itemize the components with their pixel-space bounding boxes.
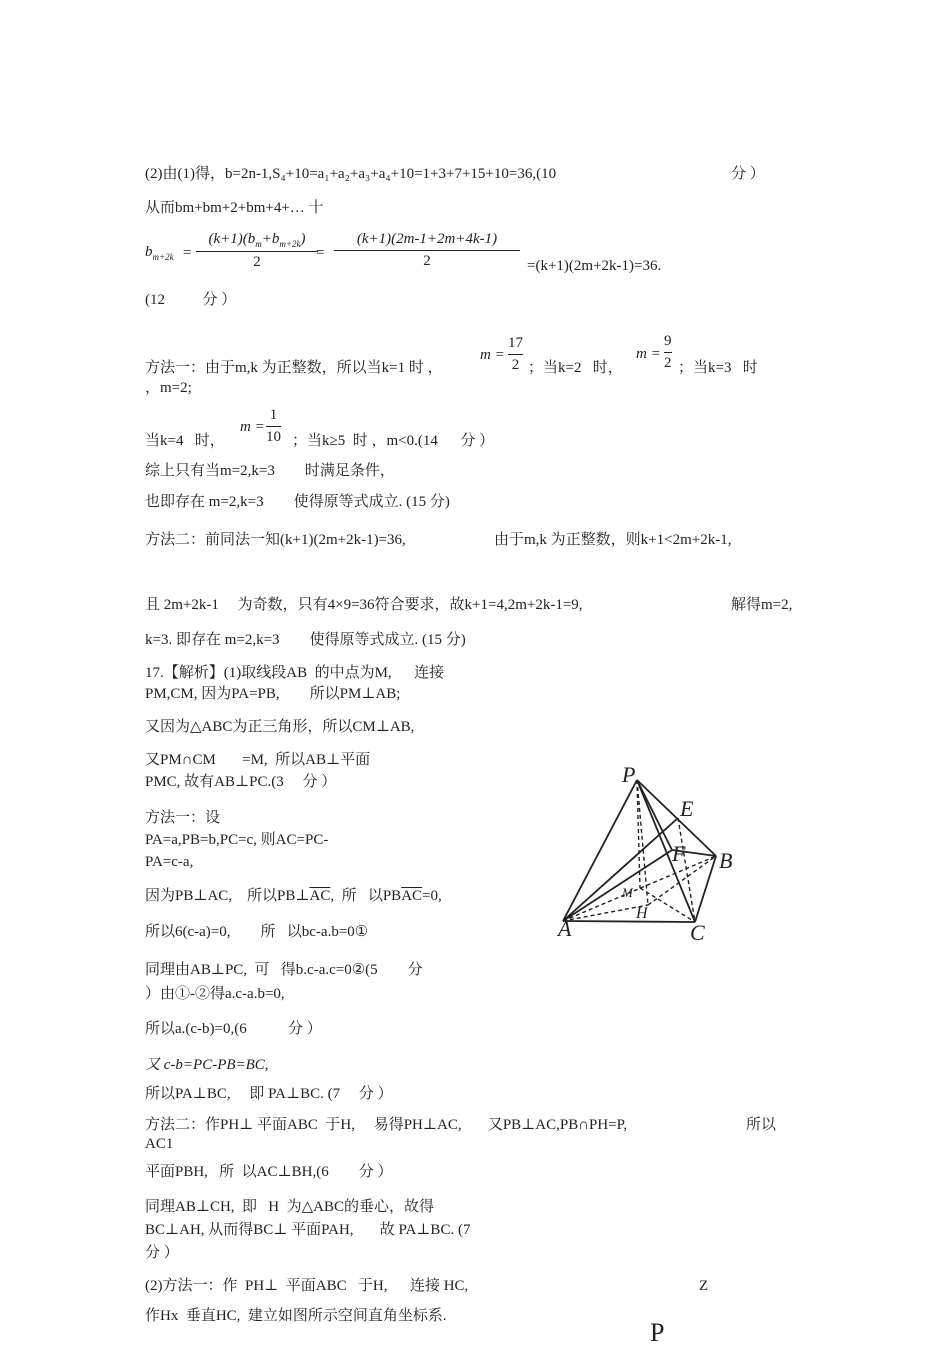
tetrahedron-figure (550, 755, 750, 950)
big-label-p: P (650, 1318, 665, 1347)
text-line: 方法一：设 (145, 810, 221, 826)
label-M: M (622, 885, 633, 900)
text-line: 所以6(c-a)=0, 所 以bc-a.b=0① (145, 924, 369, 940)
label-E: E (680, 796, 694, 821)
eq-fraction-1: $(k+1)(b_m+b_{m+2k})$ 2 (196, 231, 318, 271)
label-A: A (558, 916, 572, 941)
text-line: ）由①-②得a.c-a.b=0, (145, 986, 285, 1002)
eq-lhs: $b_{m+2k}$ (145, 244, 174, 262)
label-C: C (690, 920, 705, 945)
text-line: ，m=2; (145, 380, 192, 396)
label-P: P (622, 762, 636, 787)
text-line: 综上只有当m=2,k=3 时满足条件， (145, 463, 395, 479)
text-line: PM,CM, 因为PA=PB, 所以PM⊥AB; (145, 686, 401, 702)
text-line: 且 2m+2k-1 为奇数，只有4×9=36符合要求，故k+1=4,2m+2k-1=9, (145, 597, 583, 613)
text-line: 平面PBH, 所 以AC⊥BH,(6 分 ） (145, 1164, 393, 1180)
text-line: 从而bm+bm+2+bm+4+… 十 (145, 200, 324, 216)
text-line: (2)方法一：作 PH⊥ 平面ABC 于H, 连接 HC, (145, 1278, 469, 1294)
axis-label-z: Z (699, 1278, 709, 1294)
fraction-9-2: 9 2 (664, 333, 672, 371)
text-line: 解得m=2, (731, 597, 793, 613)
frac-var: m = (240, 419, 265, 435)
text-line: 方法二：前同法一知(k+1)(2m+2k-1)=36, (145, 532, 406, 548)
text-line: 作Hx 垂直HC, 建立如图所示空间直角坐标系. (145, 1308, 447, 1324)
text-line: 分 ） (145, 1245, 179, 1261)
text-line: 17.【解析】(1)取线段AB 的中点为M, 连接 (145, 665, 445, 681)
eq-sign: = (183, 245, 192, 261)
text-line: BC⊥AH, 从而得BC⊥ 平面PAH, 故 PA⊥BC. (7 (145, 1222, 471, 1238)
text-line: k=3. 即存在 m=2,k=3 使得原等式成立. (15 分) (145, 632, 466, 648)
text-line: PA=c-a, (145, 854, 194, 870)
text-line: 所以a.(c-b)=0,(6 分 ） (145, 1021, 322, 1037)
text-line: 同理AB⊥CH, 即 H 为△ABC的垂心，故得 (145, 1199, 434, 1215)
text-line: 方法一：由于m,k 为正整数，所以当k=1 时 ， (145, 360, 443, 376)
text-line: 又PM∩CM =M, 所以AB⊥平面 (145, 752, 371, 768)
text-line: 也即存在 m=2,k=3 使得原等式成立. (15 分) (145, 494, 450, 510)
label-F: F (672, 841, 686, 866)
text-line: 因为PB⊥AC, 所以$PB\perp\overline{AC}$, 所 以$PB\overline{AC}=0$, (145, 888, 442, 904)
text-line: 又因为△ABC为正三角形，所以CM⊥AB, (145, 719, 415, 735)
edge-AC (563, 921, 695, 922)
label-H: H (636, 905, 648, 922)
frac-var: m = (636, 346, 661, 362)
text-line: 方法二：作PH⊥ 平面ABC 于H, 易得PH⊥AC, 又PB⊥AC,PB∩PH=P, (145, 1117, 628, 1133)
text-line: 又 c-b=PC-PB=BC, (145, 1057, 269, 1073)
label-B: B (719, 848, 733, 873)
text-line: PMC, 故有AB⊥PC.(3 分 ） (145, 774, 337, 790)
text-line: 分 ） (731, 166, 765, 182)
fraction-1-10: 1 10 (266, 407, 281, 445)
fraction-17-2: 17 2 (508, 335, 523, 373)
text-line: 当k=4 时， (145, 433, 225, 449)
frac-var: m = (480, 347, 505, 363)
segment-AE (563, 818, 678, 921)
text-line: ；当k=3 时 (678, 360, 758, 376)
text-line: PA=a,PB=b,PC=c, 则AC=PC- (145, 832, 329, 848)
text-line: (2)由(1)得，b=2n-1,S₄+10=a₁+a₂+a₃+a₄+10=1+3+7+15+10=36,(10 (145, 166, 557, 182)
text-line: ；当k=2 时， (528, 360, 623, 376)
text-line: 所以 (746, 1117, 777, 1133)
eq-result: =(k+1)(2m+2k-1)=36. (527, 258, 662, 274)
eq-fraction-2: (k+1)(2m-1+2m+4k-1) 2 (334, 231, 520, 270)
text-line: (12 分 ） (145, 292, 237, 308)
segment-AF (563, 850, 672, 921)
text-line: AC1 (145, 1136, 174, 1152)
text-line: ；当k≥5 时 ，m<0.(14 分 ） (292, 433, 495, 449)
text-line: 由于m,k 为正整数，则k+1<2m+2k-1, (494, 532, 732, 548)
eq-sign: = (316, 245, 325, 261)
text-line: 所以PA⊥BC, 即 PA⊥BC. (7 分 ） (145, 1086, 393, 1102)
text-line: 同理由AB⊥PC, 可 得b.c-a.c=0②(5 分 (145, 962, 423, 978)
edge-CB (695, 856, 716, 922)
